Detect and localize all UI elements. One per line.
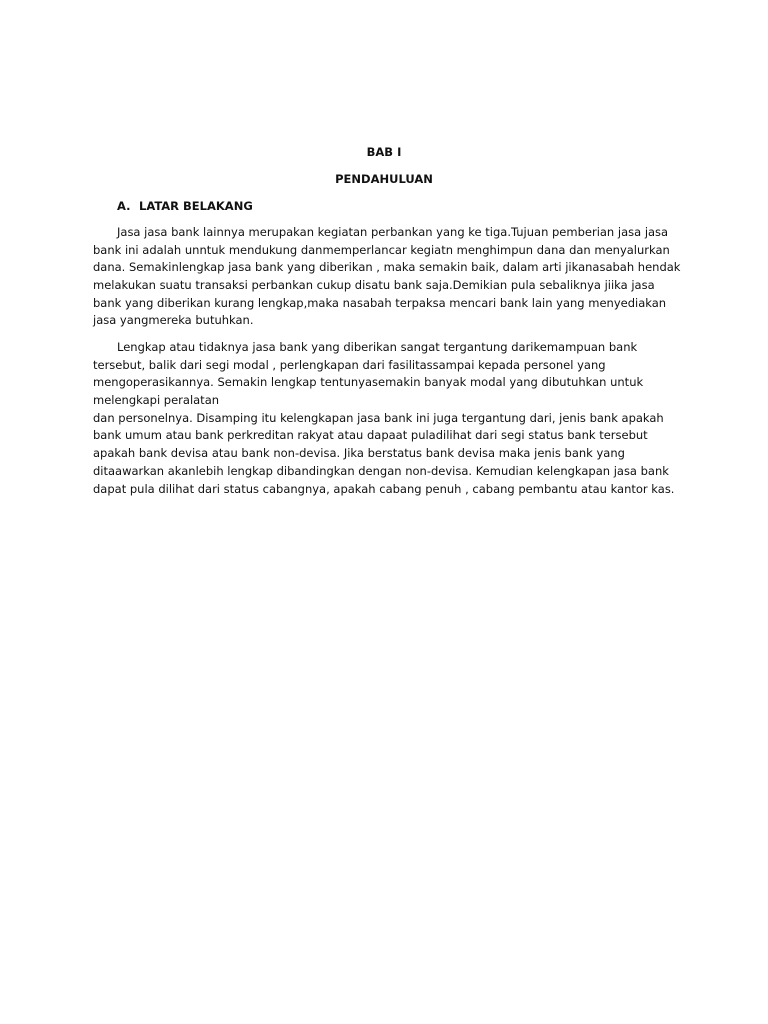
paragraph-line: dan personelnya. Disamping itu kelengkapan jasa bank ini juga tergantung dari, jenis bank apakah [93, 410, 664, 425]
paragraph-line: bank umum atau bank perkreditan rakyat atau dapaat puladilihat dari segi status bank tersebut [93, 428, 648, 443]
paragraph-line: tersebut, balik dari segi modal , perlengkapan dari fasilitassampai kepada personel yang [93, 357, 606, 372]
paragraph-2 [93, 339, 683, 498]
chapter-title: PENDAHULUAN [335, 172, 433, 186]
paragraph-1 [93, 224, 683, 330]
paragraph-line: bank ini adalah unntuk mendukung danmemperlancar kegiatn menghimpun dana dan menyalurkan [93, 242, 670, 257]
paragraph-line: Jasa jasa bank lainnya merupakan kegiatan perbankan yang ke tiga.Tujuan pemberian jasa jasa [117, 225, 669, 239]
paragraph-line: melengkapi peralatan [93, 393, 220, 408]
paragraph-line: apakah bank devisa atau bank non-devisa. Jika berstatus bank devisa maka jenis bank yang [93, 446, 625, 461]
chapter-number: BAB I [366, 145, 402, 159]
paragraph-line: dapat pula dilihat dari status cabangnya, apakah cabang penuh , cabang pembantu atau kantor kas. [93, 481, 675, 496]
paragraph-line: ditaawarkan akanlebih lengkap dibandingkan dengan non-devisa. Kemudian kelengkapan jasa bank [93, 463, 669, 478]
paragraph-line: melakukan suatu transaksi perbankan cukup disatu bank saja.Demikian pula sebaliknya jiika jasa [93, 278, 655, 293]
paragraph-line: jasa yangmereka butuhkan. [93, 313, 254, 328]
section-heading [117, 199, 253, 213]
paragraph-line: bank yang diberikan kurang lengkap,maka nasabah terpaksa mencari bank lain yang menyediakan [93, 295, 667, 310]
section-letter: A. [117, 199, 131, 213]
section-title: LATAR BELAKANG [139, 199, 253, 213]
paragraph-line: dana. Semakinlengkap jasa bank yang diberikan , maka semakin baik, dalam arti jikanasabah hendak [93, 260, 681, 275]
paragraph-line: mengoperasikannya. Semakin lengkap tentunyasemakin banyak modal yang dibutuhkan untuk [93, 375, 644, 390]
paragraph-line: Lengkap atau tidaknya jasa bank yang diberikan sangat tergantung darikemampuan bank [117, 340, 638, 354]
